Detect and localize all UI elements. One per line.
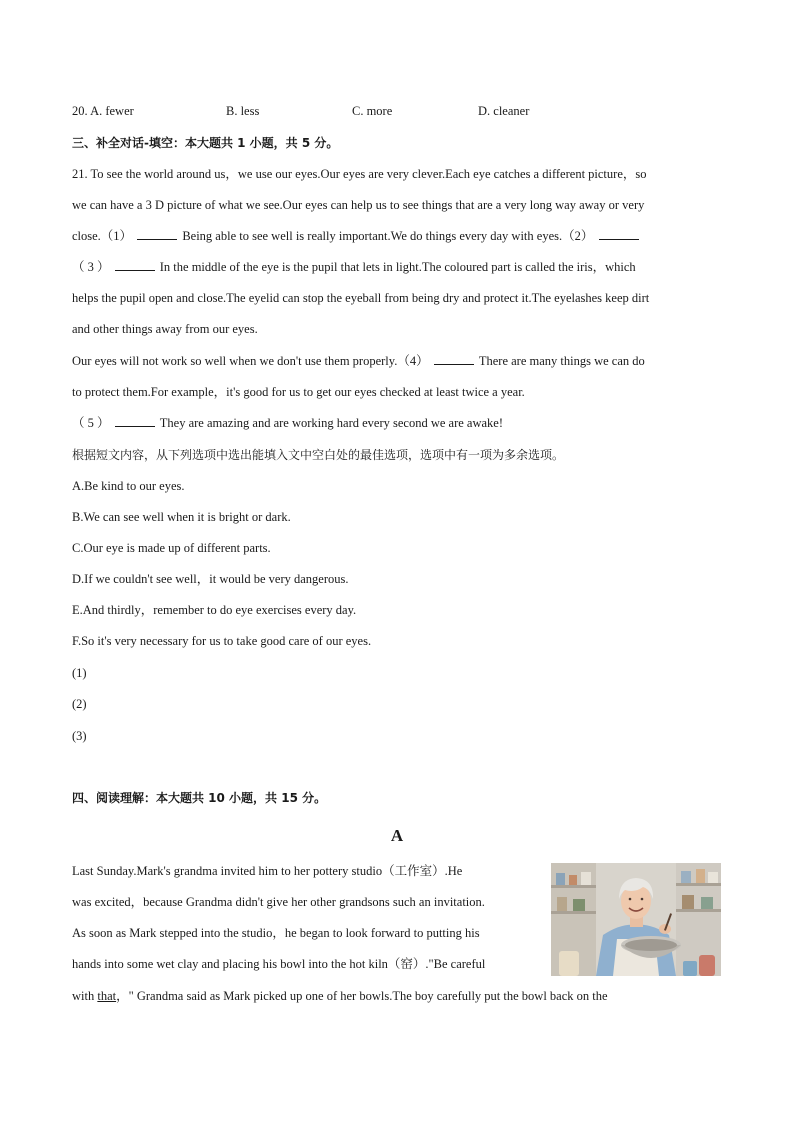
choice-c: C.Our eye is made up of different parts. bbox=[72, 541, 271, 555]
passage-letter: A bbox=[390, 826, 404, 845]
q21-line-6: and other things away from our eyes. bbox=[72, 322, 258, 336]
q21-line-7-end: There are many things we can do bbox=[478, 354, 645, 368]
answer-label-1: (1) bbox=[72, 666, 87, 680]
passage-line-4: hands into some wet clay and placing his bowl into the hot kiln（窑）."Be careful bbox=[72, 957, 486, 971]
blank-2[interactable] bbox=[599, 228, 639, 240]
passage-line-5 bbox=[72, 988, 608, 1004]
passage-line-5-end: ，" Grandma said as Mark picked up one of her bowls.The boy carefully put the bowl back on the bbox=[116, 989, 608, 1003]
q21-line-9 bbox=[72, 415, 503, 431]
pottery-studio-illustration bbox=[551, 863, 721, 976]
q20-option-a: 20. A. fewer bbox=[72, 104, 134, 118]
blank-4[interactable] bbox=[434, 353, 474, 365]
passage-line-3: As soon as Mark stepped into the studio，he began to look forward to putting his bbox=[72, 926, 480, 940]
q21-line-4 bbox=[72, 259, 636, 275]
q21-line-4-start: （ 3 ） bbox=[72, 260, 110, 274]
choice-b: B.We can see well when it is bright or dark. bbox=[72, 510, 291, 524]
q20-option-d: D. cleaner bbox=[478, 104, 530, 118]
choice-d: D.If we couldn't see well，it would be very dangerous. bbox=[72, 572, 349, 586]
passage-line-2: was excited，because Grandma didn't give her other grandsons such an invitation. bbox=[72, 895, 485, 909]
blank-5[interactable] bbox=[115, 415, 155, 427]
q21-line-3-end: Being able to see well is really important.We do things every day with eyes.（2） bbox=[182, 229, 594, 243]
section3-heading: 三、补全对话-填空：本大题共 1 小题，共 5 分。 bbox=[72, 136, 339, 150]
blank-1[interactable] bbox=[137, 228, 177, 240]
choice-a: A.Be kind to our eyes. bbox=[72, 479, 185, 493]
q21-line-5: helps the pupil open and close.The eyelid can stop the eyeball from being dry and protect it.The eyelashes keep dirt bbox=[72, 291, 650, 305]
q21-line-2: we can have a 3 D picture of what we see.Our eyes can help us to see things that are a very long way away or very bbox=[72, 198, 645, 212]
blank-3[interactable] bbox=[115, 259, 155, 271]
answer-label-2: (2) bbox=[72, 697, 87, 711]
q21-line-7 bbox=[72, 353, 645, 369]
choice-f: F.So it's very necessary for us to take good care of our eyes. bbox=[72, 634, 372, 648]
q20-option-c: C. more bbox=[352, 104, 393, 118]
q21-line-3 bbox=[72, 228, 641, 244]
choice-e: E.And thirdly，remember to do eye exercises every day. bbox=[72, 603, 357, 617]
answer-label-3: (3) bbox=[72, 729, 87, 743]
q20-option-b: B. less bbox=[226, 104, 260, 118]
q21-line-9-end: They are amazing and are working hard every second we are awake! bbox=[159, 416, 503, 430]
passage-line-5-start: with bbox=[72, 989, 98, 1003]
q21-line-7-start: Our eyes will not work so well when we don't use them properly.（4） bbox=[72, 354, 429, 368]
grandma-pottery-photo bbox=[551, 863, 721, 976]
q21-line-9-start: （ 5 ） bbox=[72, 416, 110, 430]
section4-heading: 四、阅读理解：本大题共 10 小题，共 15 分。 bbox=[72, 791, 327, 805]
q21-line-1: 21. To see the world around us，we use our eyes.Our eyes are very clever.Each eye catches a different picture，so bbox=[72, 167, 647, 181]
q21-line-3-start: close.（1） bbox=[72, 229, 133, 243]
q21-line-8: to protect them.For example，it's good for us to get our eyes checked at least twice a year. bbox=[72, 385, 525, 399]
q21-line-4-end: In the middle of the eye is the pupil that lets in light.The coloured part is called the iris，which bbox=[159, 260, 636, 274]
q21-instruction: 根据短文内容，从下列选项中选出能填入文中空白处的最佳选项，选项中有一项为多余选项。 bbox=[72, 448, 565, 462]
passage-line-1: Last Sunday.Mark's grandma invited him to her pottery studio（工作室）.He bbox=[72, 864, 463, 878]
underlined-word: that bbox=[97, 989, 117, 1003]
